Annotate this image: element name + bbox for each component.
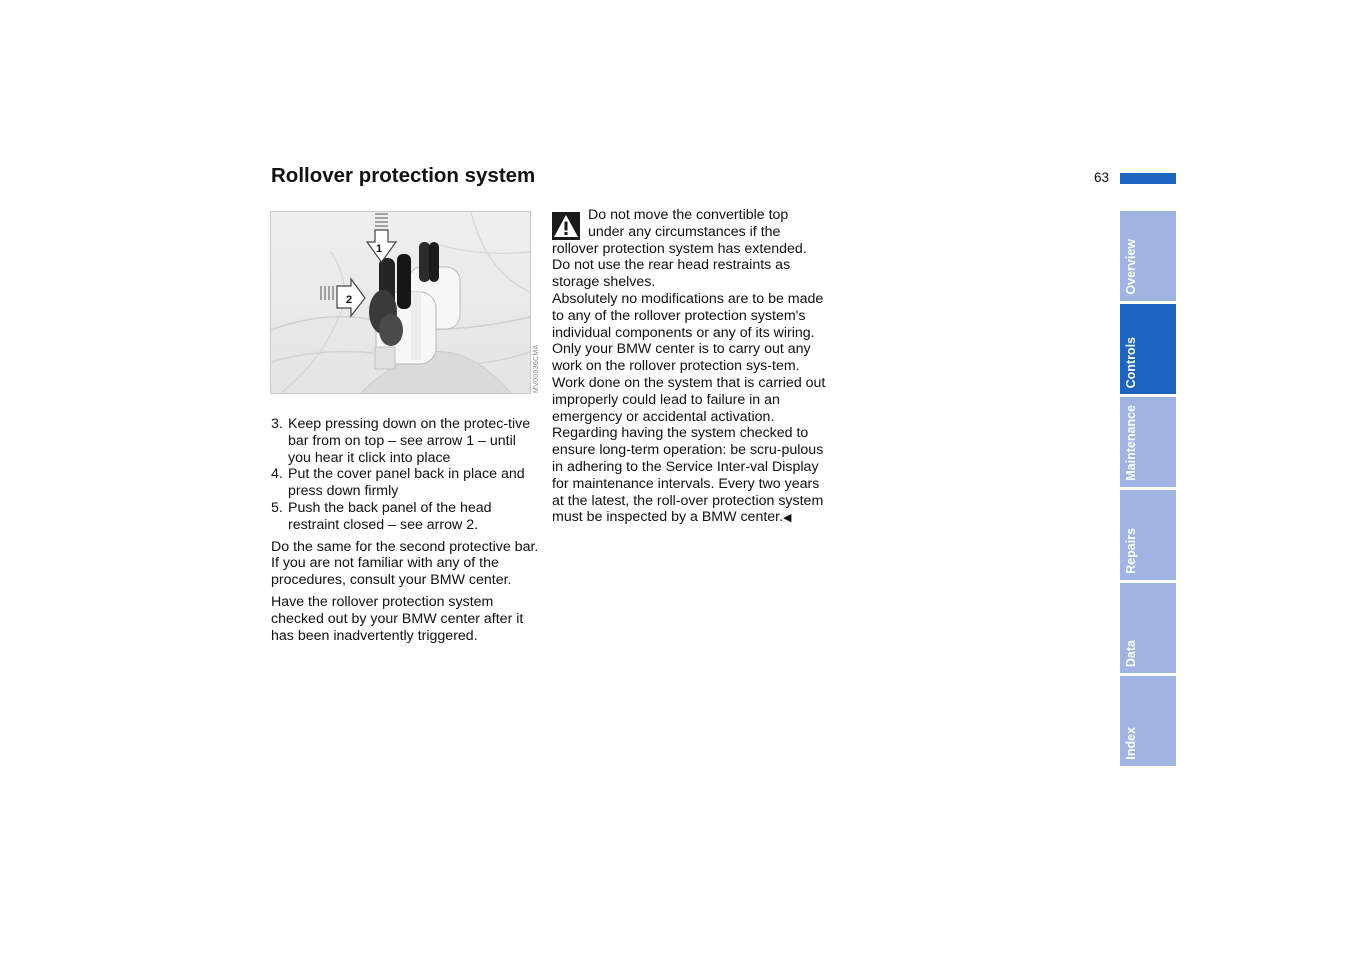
warning-text [552, 207, 827, 527]
tab-controls[interactable] [1120, 304, 1176, 394]
tab-label: Repairs [1124, 528, 1138, 574]
tab-label: Data [1124, 639, 1138, 667]
step-text: Push the back panel of the head restraint closed – see arrow 2. [288, 499, 492, 533]
tab-index[interactable] [1120, 676, 1176, 766]
warning-column [552, 207, 827, 527]
end-mark-icon: ◀ [783, 512, 792, 525]
rollover-bar-illustration [270, 211, 531, 394]
tab-label: Controls [1124, 336, 1138, 388]
warning-triangle-icon [552, 212, 580, 240]
arrow-1-label: 1 [376, 243, 383, 255]
paragraph: Have the rollover protection system checked out by your BMW center after it has been inadvertently triggered. [271, 593, 524, 644]
paragraph: Do the same for the second protective bar. If you are not familiar with any of the procedures, consult your BMW center. [271, 538, 539, 589]
page-number: 63 [1094, 170, 1110, 185]
figure-code: MV00036CMA [533, 344, 540, 393]
instructions-column [271, 416, 541, 644]
step-text: Put the cover panel back in place and press down firmly [288, 466, 525, 500]
tab-data[interactable] [1120, 583, 1176, 673]
tab-label: Maintenance [1124, 405, 1138, 481]
step-number: 4. [271, 466, 283, 483]
step-number: 5. [271, 499, 283, 516]
tab-repairs[interactable] [1120, 490, 1176, 580]
list-item [271, 416, 541, 466]
section-tabs [1120, 211, 1176, 769]
warning-body: Do not move the convertible top under any circumstances if the rollover protection system has extended. Do not use the rear head restraints as storage shelves. Absolutely no modifications are to be made to any of the rollover protection system's individual components or any of its wiring. Only your BMW center is to carry out any work on the rollover protection sys-tem. Work done on the system that is carried out improperly could lead to failure in an emergency or accidental activation. Regarding having the system checked to ensure long-term operation: be scru-pulous in adhering to the Service Inter-val Display for maintenance intervals. Every two years at the latest, the roll-over protection system must be inspected by a BMW center. [552, 207, 826, 526]
steps-list [271, 416, 541, 534]
tab-overview[interactable] [1120, 211, 1176, 301]
tab-label: Overview [1124, 239, 1138, 295]
page-accent-bar [1120, 173, 1176, 184]
tab-maintenance[interactable] [1120, 397, 1176, 487]
list-item [271, 500, 541, 534]
arrow-2-label: 2 [346, 294, 353, 306]
list-item [271, 466, 541, 500]
step-number: 3. [271, 416, 283, 432]
tab-label: Index [1124, 727, 1138, 760]
step-text: Keep pressing down on the protec-tive bar from on top – see arrow 1 – until you hear it click into place [288, 416, 531, 466]
page-title: Rollover protection system [271, 164, 536, 187]
